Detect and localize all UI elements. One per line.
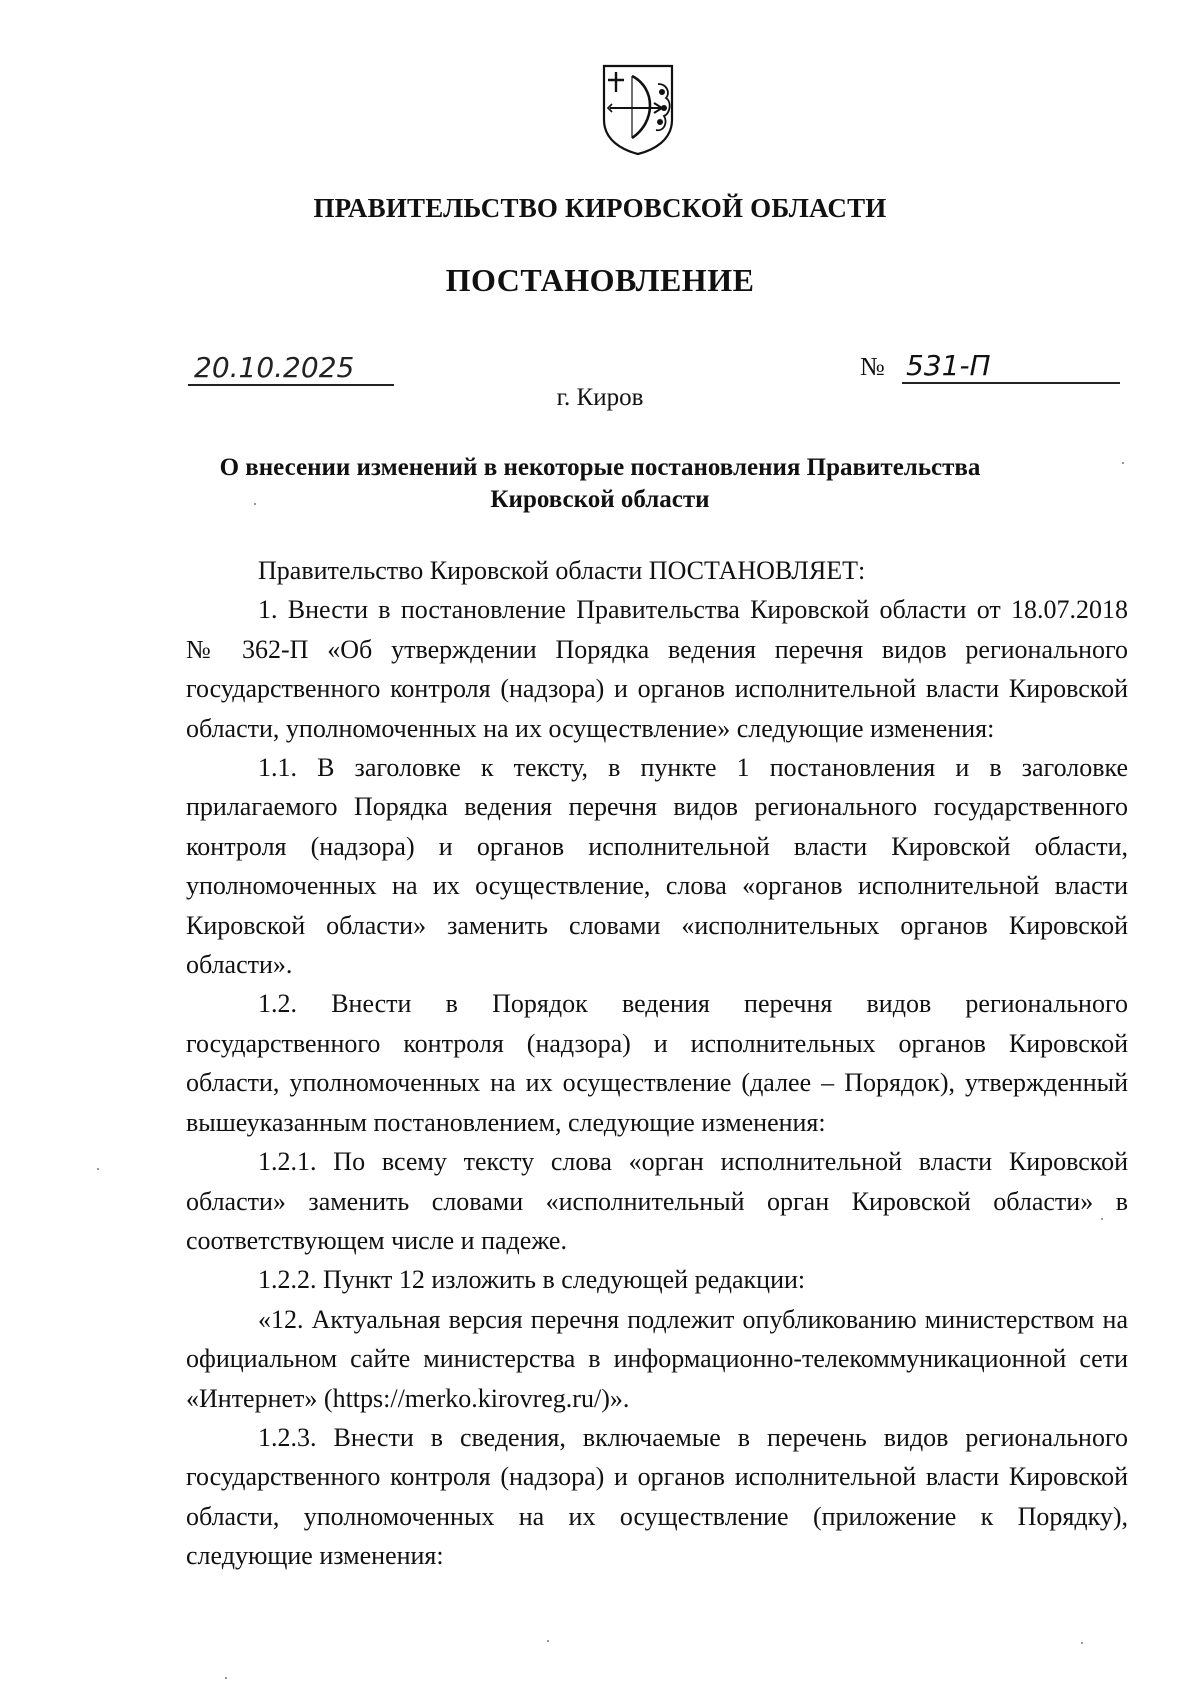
paragraph-12-quote: «12. Актуальная версия перечня подлежит опубликованию министерством на официальном сайте министерства в информационно-телекоммуникационной сети «Интернет» (https://merko.kirovreg.ru/)». — [186, 1304, 1128, 1413]
scan-speck — [254, 503, 256, 505]
document-date: 20.10.2025 — [188, 352, 394, 386]
document-body — [186, 551, 1128, 1576]
scan-speck — [1122, 462, 1124, 464]
document-number: 531-П — [902, 350, 1120, 384]
organization-title: ПРАВИТЕЛЬСТВО КИРОВСКОЙ ОБЛАСТИ — [313, 193, 887, 223]
scan-speck — [1101, 1218, 1103, 1220]
paragraph-1-2-3: 1.2.3. Внести в сведения, включаемые в перечень видов регионального государственного контроля (надзора) и органов исполнительной власти Кировской области, уполномоченных на их осуществление (приложение к Порядку), следующие изменения: — [186, 1422, 1128, 1571]
document-subject — [180, 452, 1020, 516]
paragraph-1-2-1: 1.2.1. По всему тексту слова «орган исполнительной власти Кировской области» заменить словами «исполнительный орган Кировской области» в соответствующем числе и падеже. — [186, 1147, 1128, 1255]
number-sign: № — [860, 352, 885, 381]
paragraph-1-2: 1.2. Внести в Порядок ведения перечня видов регионального государственного контроля (надзора) и исполнительных органов Кировской области, уполномоченных на их осуществление (далее – Порядок), утвержденный вышеуказанным постановлением, следующие изменения: — [186, 989, 1128, 1137]
city-line: г. Киров — [556, 384, 644, 411]
document-type-heading: ПОСТАНОВЛЕНИЕ — [445, 262, 755, 298]
subject-line-1: О внесении изменений в некоторые постановления Правительства — [219, 454, 981, 481]
scan-speck — [97, 1168, 99, 1170]
paragraph-1: 1. Внести в постановление Правительства Кировской области от 18.07.2018 № 362-П «Об утверждении Порядка ведения перечня видов регионального государственного контроля (надзора) и органов исполнительной власти Кировской области, уполномоченных на их осуществление» следующие изменения: — [186, 595, 1128, 743]
paragraph-1-2-2: 1.2.2. Пункт 12 изложить в следующей редакции: — [258, 1265, 806, 1295]
scan-speck — [225, 1677, 227, 1679]
coat-of-arms-icon — [598, 62, 678, 157]
subject-line-2: Кировской области — [490, 486, 710, 513]
scan-speck — [547, 1640, 549, 1642]
preamble-paragraph: Правительство Кировской области ПОСТАНОВЛЯЕТ: — [258, 556, 866, 585]
document-number-block — [860, 349, 1120, 386]
scan-speck — [1081, 1642, 1083, 1644]
paragraph-1-1: 1.1. В заголовке к тексту, в пункте 1 постановления и в заголовке прилагаемого Порядка ведения перечня видов регионального государственного контроля (надзора) и органов исполнительной власти Кировской области, уполномоченных на их осуществление, слова «органов исполнительной власти Кировской области» заменить словами «исполнительных органов Кировской области». — [186, 753, 1128, 980]
